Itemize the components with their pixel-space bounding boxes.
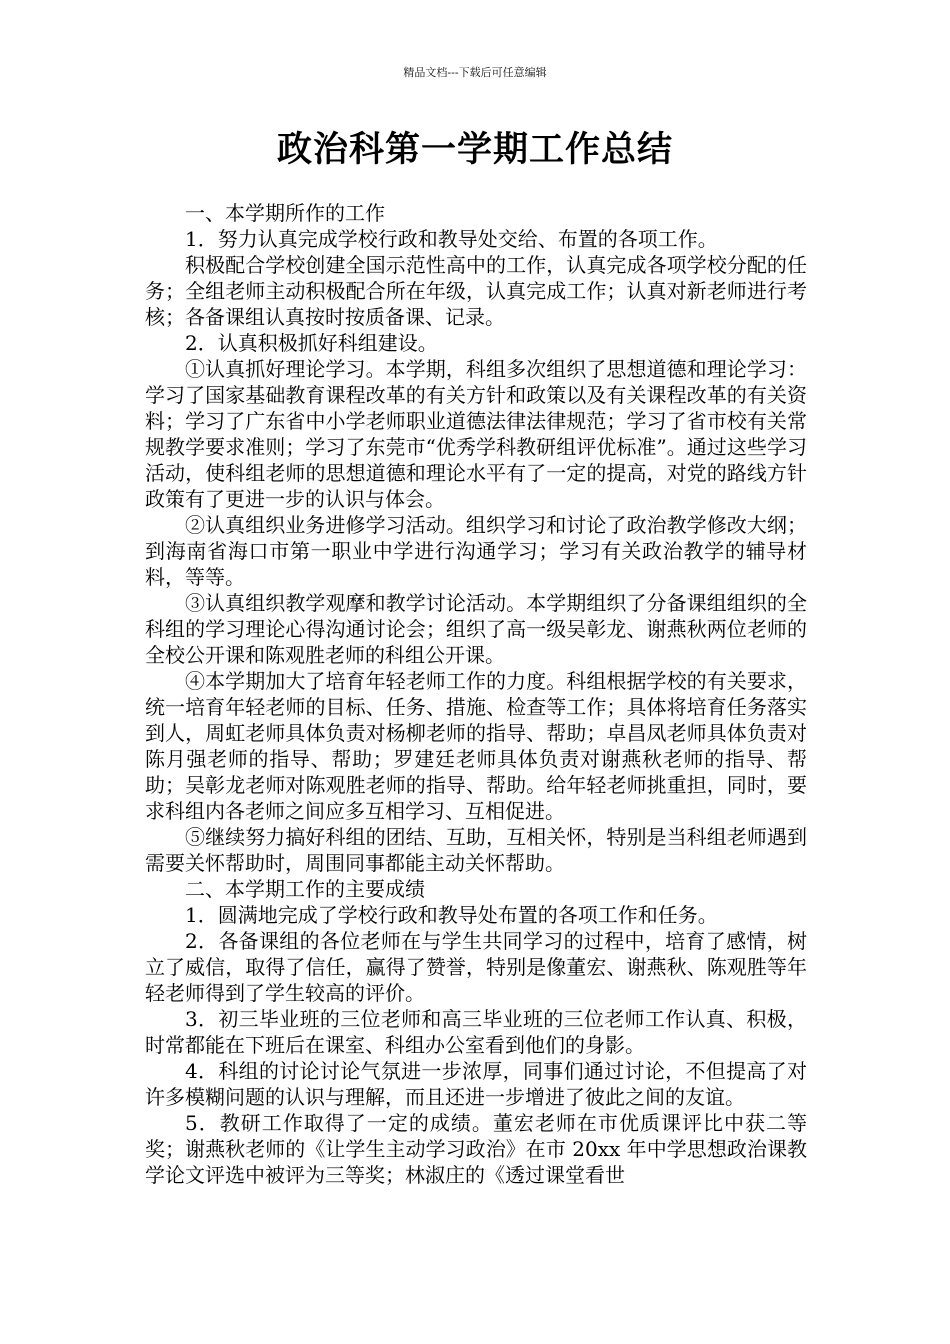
paragraph: 3．初三毕业班的三位老师和高三毕业班的三位老师工作认真、积极，时常都能在下班后在课室、科组办公室看到他们的身影。 <box>145 1007 807 1057</box>
paragraph: 2．各备课组的各位老师在与学生共同学习的过程中，培育了感情，树立了威信，取得了信任，赢得了赞誉，特别是像董宏、谢燕秋、陈观胜等年轻老师得到了学生较高的评价。 <box>145 929 807 1005</box>
section-heading-2: 二、本学期工作的主要成绩 <box>185 877 425 901</box>
paragraph: 5．教研工作取得了一定的成绩。董宏老师在市优质课评比中获二等奖；谢燕秋老师的《让学生主动学习政治》在市 20xx 年中学思想政治课教学论文评选中被评为三等奖；林淑庄的《透过课堂看世 <box>145 1111 807 1187</box>
paragraph: 1．努力认真完成学校行政和教导处交给、布置的各项工作。 <box>185 227 718 251</box>
paragraph: ④本学期加大了培育年轻老师工作的力度。科组根据学校的有关要求，统一培育年轻老师的目标、任务、措施、检查等工作；具体将培育任务落实到人，周虹老师具体负责对杨柳老师的指导、帮助；卓昌凤老师具体负责对陈月强老师的指导、帮助；罗建廷老师具体负责对谢燕秋老师的指导、帮助；吴彰龙老师对陈观胜老师的指导、帮助。给年轻老师挑重担，同时，要求科组内各老师之间应多互相学习、互相促进。 <box>145 669 807 823</box>
paragraph: 1．圆满地完成了学校行政和教导处布置的各项工作和任务。 <box>185 903 718 927</box>
paragraph: 积极配合学校创建全国示范性高中的工作，认真完成各项学校分配的任务；全组老师主动积极配合所在年级，认真完成工作；认真对新老师进行考核；各备课组认真按时按质备课、记录。 <box>145 253 807 329</box>
paragraph: ①认真抓好理论学习。本学期，科组多次组织了思想道德和理论学习：学习了国家基础教育课程改革的有关方针和政策以及有关课程改革的有关资料；学习了广东省中小学老师职业道德法律法律规范；学习了省市校有关常规教学要求准则；学习了东莞市“优秀学科教研组评优标准”。通过这些学习活动，使科组老师的思想道德和理论水平有了一定的提高，对党的路线方针政策有了更进一步的认识与体会。 <box>145 357 807 511</box>
paragraph: ⑤继续努力搞好科组的团结、互助，互相关怀，特别是当科组老师遇到需要关怀帮助时，周围同事都能主动关怀帮助。 <box>145 825 807 875</box>
paragraph: 2．认真积极抓好科组建设。 <box>185 331 438 355</box>
paragraph: 4．科组的讨论讨论气氛进一步浓厚，同事们通过讨论，不但提高了对许多模糊问题的认识与理解，而且还进一步增进了彼此之间的友谊。 <box>145 1059 807 1109</box>
paragraph: ②认真组织业务进修学习活动。组织学习和讨论了政治教学修改大纲；到海南省海口市第一职业中学进行沟通学习；学习有关政治教学的辅导材料，等等。 <box>145 513 807 589</box>
document-body <box>145 200 807 1188</box>
header-note: 精品文档---下载后可任意编辑 <box>403 66 547 79</box>
page-title: 政治科第一学期工作总结 <box>276 130 673 170</box>
paragraph: ③认真组织教学观摩和教学讨论活动。本学期组织了分备课组组织的全科组的学习理论心得沟通讨论会；组织了高一级吴彰龙、谢燕秋两位老师的全校公开课和陈观胜老师的科组公开课。 <box>145 591 807 667</box>
section-heading-1: 一、本学期所作的工作 <box>185 201 385 225</box>
